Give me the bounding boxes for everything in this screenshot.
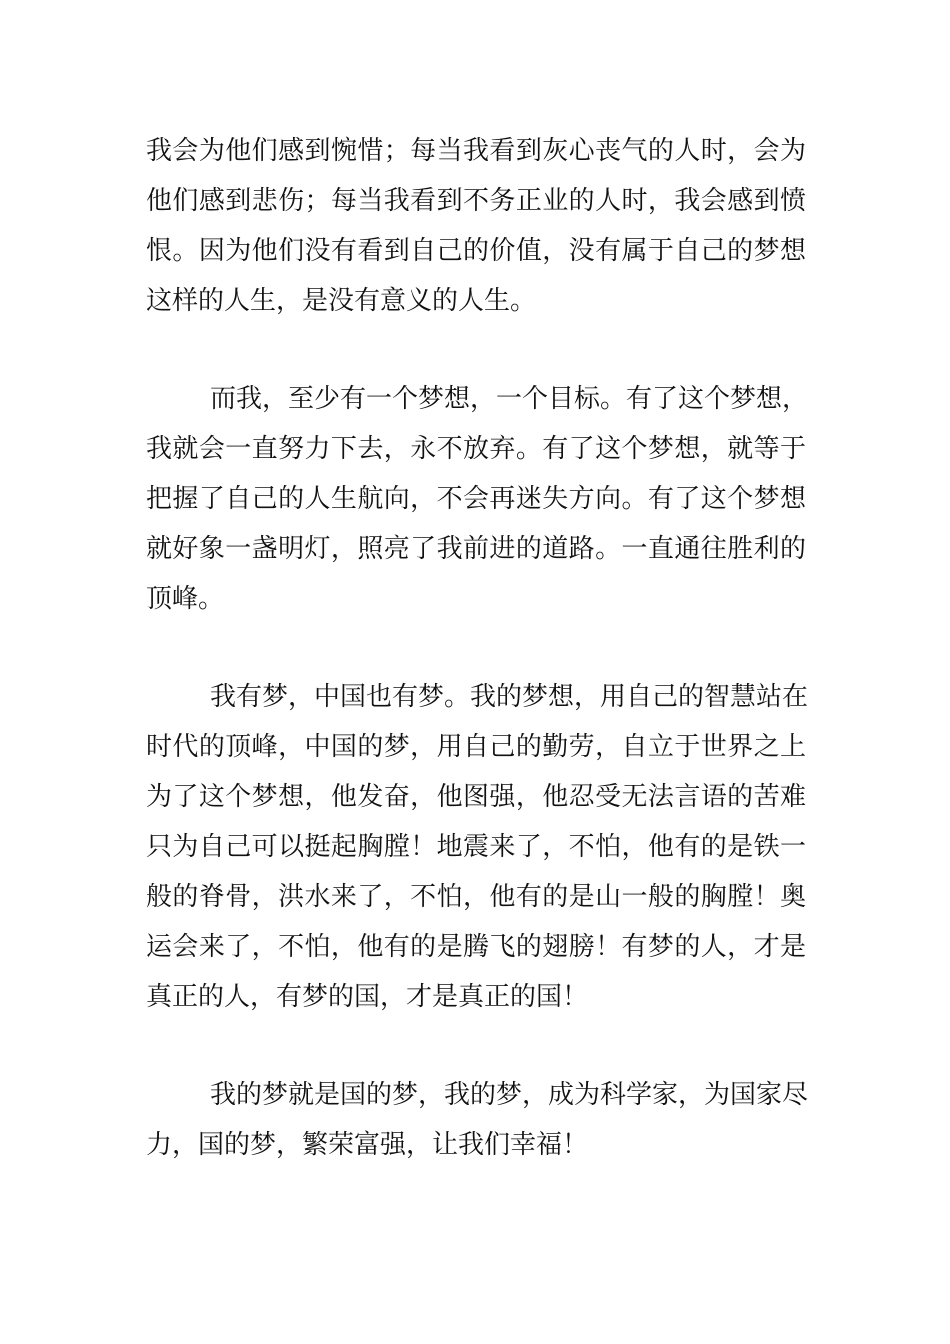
text-line: 就好象一盏明灯，照亮了我前进的道路。一直通往胜利的 <box>146 534 806 564</box>
text-line: 顶峰。 <box>146 584 225 614</box>
text-line: 为了这个梦想，他发奋，他图强，他忍受无法言语的苦难 <box>146 782 806 812</box>
text-line: 这样的人生，是没有意义的人生。 <box>146 286 537 316</box>
paragraph-4 <box>146 1070 809 1170</box>
text-line: 时代的顶峰，中国的梦，用自己的勤劳，自立于世界之上 <box>146 732 806 762</box>
text-line: 我会为他们感到惋惜；每当我看到灰心丧气的人时，会为 <box>146 136 806 166</box>
text-line: 而我，至少有一个梦想，一个目标。有了这个梦想， <box>210 384 809 414</box>
text-line: 我有梦，中国也有梦。我的梦想，用自己的智慧站在 <box>210 682 809 712</box>
paragraph-3 <box>146 672 809 1022</box>
text-line: 他们感到悲伤；每当我看到不务正业的人时，我会感到愤 <box>146 186 806 216</box>
text-line: 只为自己可以挺起胸膛！地震来了，不怕，他有的是铁一 <box>146 832 806 862</box>
text-line: 般的脊骨，洪水来了，不怕，他有的是山一般的胸膛！奥 <box>146 882 806 912</box>
paragraph-2 <box>146 374 809 624</box>
text-line: 我的梦就是国的梦，我的梦，成为科学家，为国家尽 <box>210 1080 809 1110</box>
text-line: 真正的人，有梦的国，才是真正的国！ <box>146 982 589 1012</box>
paragraph-1 <box>146 126 806 326</box>
text-line: 我就会一直努力下去，永不放弃。有了这个梦想，就等于 <box>146 434 806 464</box>
text-line: 力，国的梦，繁荣富强，让我们幸福！ <box>146 1130 589 1160</box>
text-line: 恨。因为他们没有看到自己的价值，没有属于自己的梦想 <box>146 236 806 266</box>
text-line: 把握了自己的人生航向，不会再迷失方向。有了这个梦想 <box>146 484 806 514</box>
text-line: 运会来了，不怕，他有的是腾飞的翅膀！有梦的人，才是 <box>146 932 806 962</box>
